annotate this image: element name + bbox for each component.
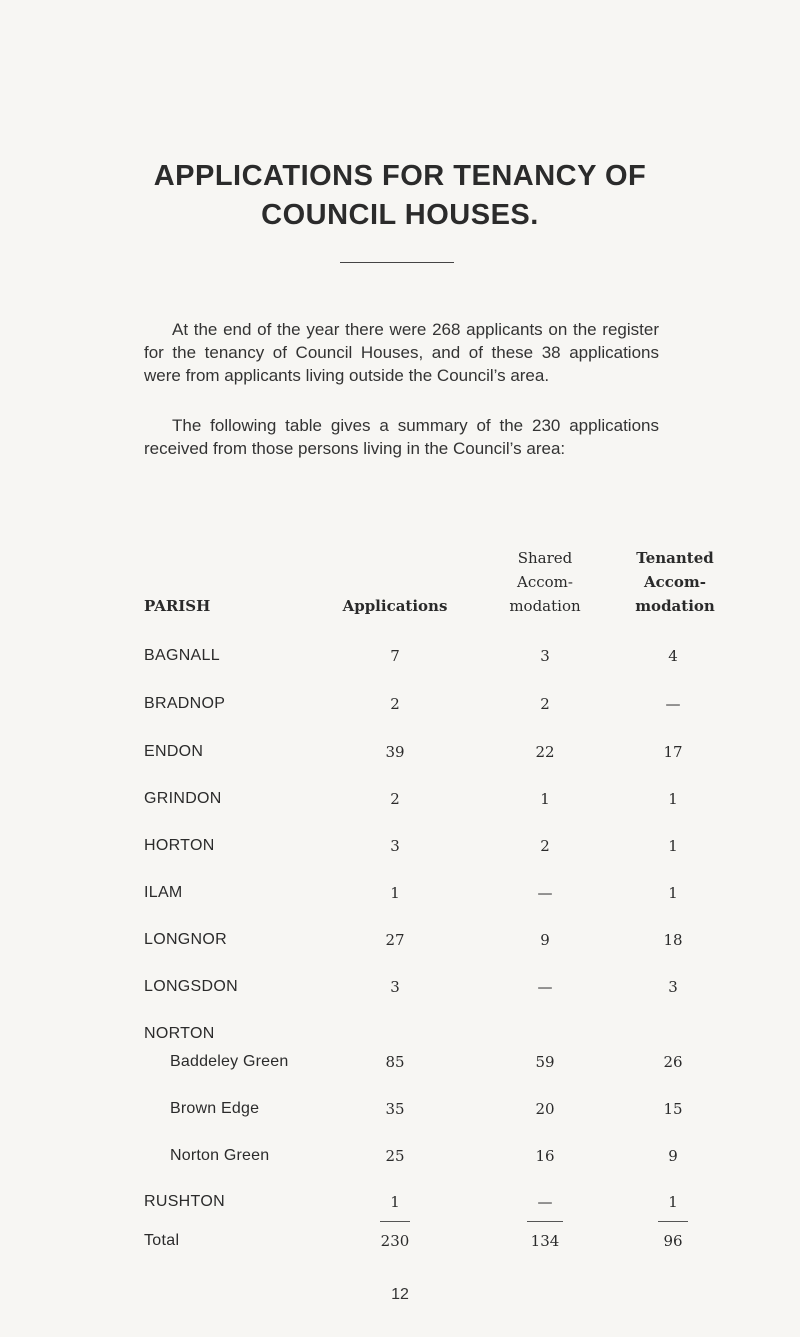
shared-value: 16 bbox=[535, 1147, 555, 1165]
tenanted-value: — bbox=[665, 695, 681, 713]
tenanted-value: 18 bbox=[663, 931, 683, 949]
total-tenanted: 96 bbox=[663, 1232, 683, 1250]
table-total-row bbox=[0, 1229, 800, 1253]
table-row bbox=[0, 692, 800, 716]
table-row bbox=[0, 1190, 800, 1214]
tenanted-value: 1 bbox=[668, 790, 678, 808]
header-shared-accommodation bbox=[470, 546, 620, 618]
shared-value: — bbox=[537, 978, 553, 996]
tenanted-value: 15 bbox=[663, 1100, 683, 1118]
header-applications: Applications bbox=[342, 597, 448, 615]
title-divider bbox=[340, 262, 454, 263]
parish-name: BAGNALL bbox=[144, 647, 220, 664]
table-row bbox=[0, 1144, 800, 1168]
tenanted-value: 4 bbox=[668, 647, 678, 665]
table-row bbox=[0, 881, 800, 905]
summary-paragraph: The following table gives a summary of the 230 applications received from those persons living in the Council’s area: bbox=[144, 416, 659, 458]
parish-name: BRADNOP bbox=[144, 695, 226, 712]
header-tenanted-accommodation bbox=[600, 546, 750, 618]
applications-value: 7 bbox=[390, 647, 400, 665]
shared-value: 1 bbox=[540, 790, 550, 808]
applications-value: 39 bbox=[385, 743, 405, 761]
table-row bbox=[0, 787, 800, 811]
header-shared-line-3: modation bbox=[509, 597, 581, 615]
sum-rule-shared bbox=[527, 1221, 563, 1222]
header-tenanted-line-3: modation bbox=[635, 597, 715, 615]
applications-value: 85 bbox=[385, 1053, 405, 1071]
tenanted-value: 1 bbox=[668, 837, 678, 855]
applications-value: 1 bbox=[390, 884, 400, 902]
parish-name: GRINDON bbox=[144, 790, 222, 807]
applications-value: 35 bbox=[385, 1100, 405, 1118]
parish-name: HORTON bbox=[144, 837, 215, 854]
shared-value: 2 bbox=[540, 695, 550, 713]
parish-subarea-name: Baddeley Green bbox=[170, 1053, 289, 1070]
shared-value: — bbox=[537, 884, 553, 902]
table-row bbox=[0, 1050, 800, 1074]
header-parish: PARISH bbox=[144, 597, 211, 615]
shared-value: 20 bbox=[535, 1100, 555, 1118]
shared-value: — bbox=[537, 1193, 553, 1211]
tenanted-value: 3 bbox=[668, 978, 678, 996]
page-number: 12 bbox=[391, 1286, 409, 1303]
shared-value: 59 bbox=[535, 1053, 555, 1071]
page-title-line-2: COUNCIL HOUSES. bbox=[261, 199, 539, 231]
tenanted-value: 1 bbox=[668, 1193, 678, 1211]
table-row bbox=[0, 1097, 800, 1121]
table-row-group-heading bbox=[0, 1022, 800, 1046]
table-row bbox=[0, 740, 800, 764]
parish-name: NORTON bbox=[144, 1025, 215, 1042]
sum-rule-applications bbox=[380, 1221, 410, 1222]
shared-value: 9 bbox=[540, 931, 550, 949]
parish-subarea-name: Brown Edge bbox=[170, 1100, 260, 1117]
table-row bbox=[0, 834, 800, 858]
sum-rule-tenanted bbox=[658, 1221, 688, 1222]
total-shared: 134 bbox=[530, 1232, 560, 1250]
page-title-line-1: APPLICATIONS FOR TENANCY OF bbox=[153, 160, 647, 192]
applications-value: 27 bbox=[385, 931, 405, 949]
tenanted-value: 26 bbox=[663, 1053, 683, 1071]
table-row bbox=[0, 928, 800, 952]
parish-name: ENDON bbox=[144, 743, 204, 760]
shared-value: 22 bbox=[535, 743, 555, 761]
header-tenanted-line-2: Accom- bbox=[643, 573, 706, 591]
tenanted-value: 17 bbox=[663, 743, 683, 761]
applications-value: 25 bbox=[385, 1147, 405, 1165]
header-shared-line-2: Accom- bbox=[517, 573, 573, 591]
parish-name: LONGSDON bbox=[144, 978, 238, 995]
tenanted-value: 9 bbox=[668, 1147, 678, 1165]
applications-value: 1 bbox=[390, 1193, 400, 1211]
applications-value: 3 bbox=[390, 837, 400, 855]
total-label: Total bbox=[144, 1232, 180, 1249]
shared-value: 2 bbox=[540, 837, 550, 855]
applications-value: 2 bbox=[390, 695, 400, 713]
table-row bbox=[0, 975, 800, 999]
intro-paragraph: At the end of the year there were 268 applicants on the register for the tenancy of Council Houses, and of these 38 applications were from applicants living outside the Council’s area. bbox=[144, 320, 659, 385]
total-applications: 230 bbox=[380, 1232, 410, 1250]
parish-name: RUSHTON bbox=[144, 1193, 225, 1210]
applications-value: 2 bbox=[390, 790, 400, 808]
parish-name: LONGNOR bbox=[144, 931, 227, 948]
parish-subarea-name: Norton Green bbox=[170, 1147, 270, 1164]
table-row bbox=[0, 644, 800, 668]
shared-value: 3 bbox=[540, 647, 550, 665]
header-shared-line-1: Shared bbox=[517, 549, 573, 567]
header-tenanted-line-1: Tenanted bbox=[636, 549, 714, 567]
tenanted-value: 1 bbox=[668, 884, 678, 902]
applications-value: 3 bbox=[390, 978, 400, 996]
parish-name: ILAM bbox=[144, 884, 183, 901]
